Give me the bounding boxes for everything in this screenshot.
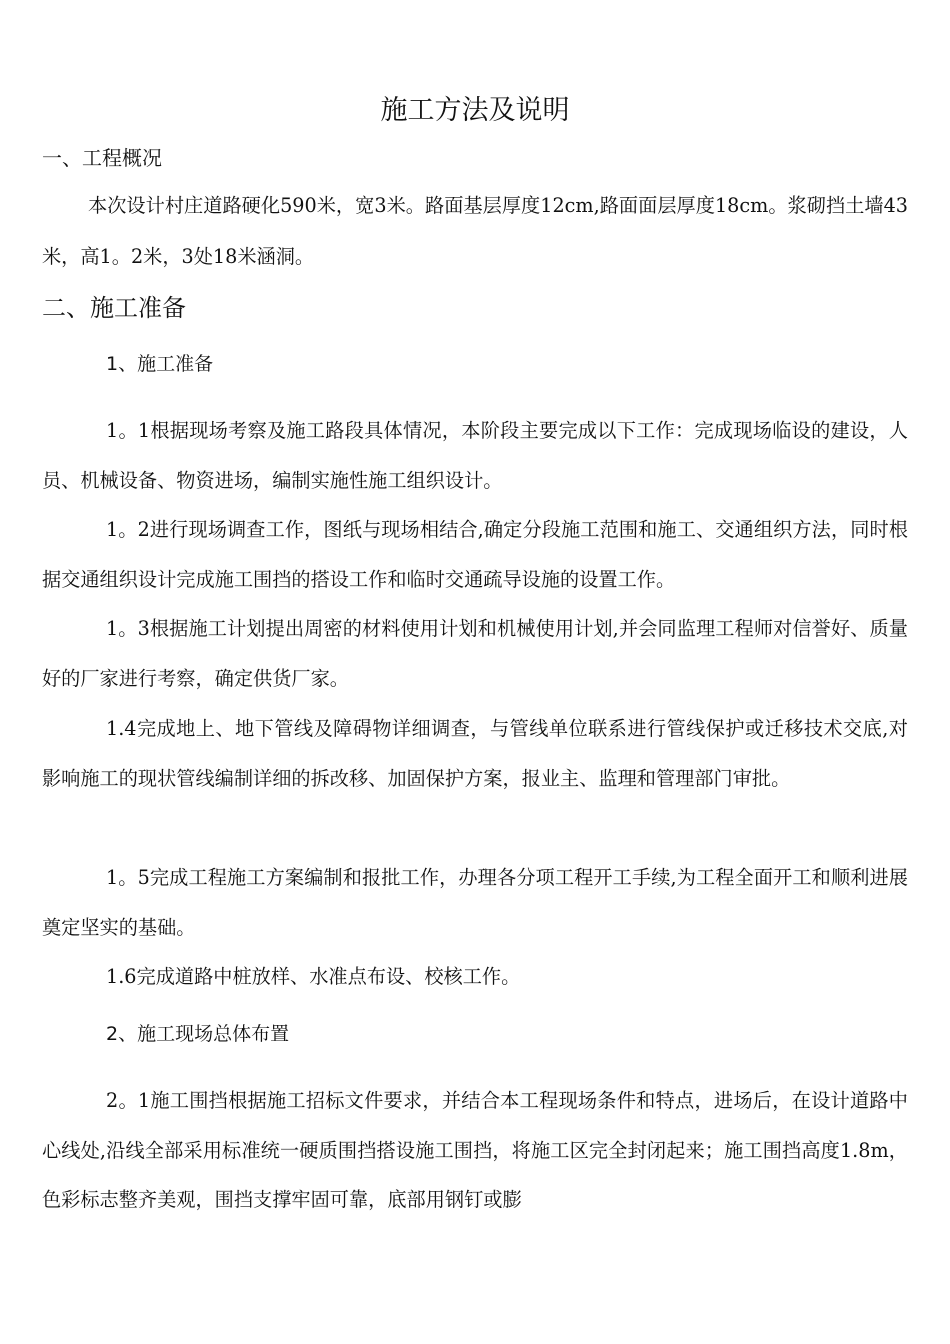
paragraph-1-1: 1。1根据现场考察及施工路段具体情况，本阶段主要完成以下工作：完成现场临设的建设，人员、机械设备、物资进场，编制实施性施工组织设计。: [42, 419, 908, 492]
paragraph-1-3: 1。3根据施工计划提出周密的材料使用计划和机械使用计划,并会同监理工程师对信誉好、质量好的厂家进行考察，确定供货厂家。: [42, 617, 908, 690]
document-title: 施工方法及说明: [380, 95, 570, 126]
paragraph-1-6: 1.6完成道路中桩放样、水准点布设、校核工作。: [106, 965, 521, 988]
paragraph-1-4: 1.4完成地上、地下管线及障碍物详细调查，与管线单位联系进行管线保护或迁移技术交底,对影响施工的现状管线编制详细的拆改移、加固保护方案，报业主、监理和管理部门审批。: [42, 717, 908, 790]
subsection-2-heading: 2、施工现场总体布置: [106, 1023, 290, 1045]
paragraph-2-1: 2。1施工围挡根据施工招标文件要求，并结合本工程现场条件和特点，进场后，在设计道路中心线处,沿线全部采用标准统一硬质围挡搭设施工围挡，将施工区完全封闭起来；施工围挡高度1.8m，色彩标志整齐美观，围挡支撑牢固可靠，底部用钢钉或膨: [42, 1089, 908, 1211]
paragraph-1-5: 1。5完成工程施工方案编制和报批工作，办理各分项工程开工手续,为工程全面开工和顺利进展奠定坚实的基础。: [42, 866, 908, 939]
section1-body: 本次设计村庄道路硬化590米，宽3米。路面基层厚度12cm,路面面层厚度18cm。浆砌挡土墙43米，高1。2米，3处18米涵洞。: [42, 194, 908, 268]
section1-heading: 一、工程概况: [42, 146, 162, 170]
subsection-1-heading: 1、施工准备: [106, 353, 214, 375]
section2-heading: 二、施工准备: [42, 294, 186, 322]
paragraph-1-2: 1。2进行现场调查工作，图纸与现场相结合,确定分段施工范围和施工、交通组织方法，同时根据交通组织设计完成施工围挡的搭设工作和临时交通疏导设施的设置工作。: [42, 518, 908, 591]
